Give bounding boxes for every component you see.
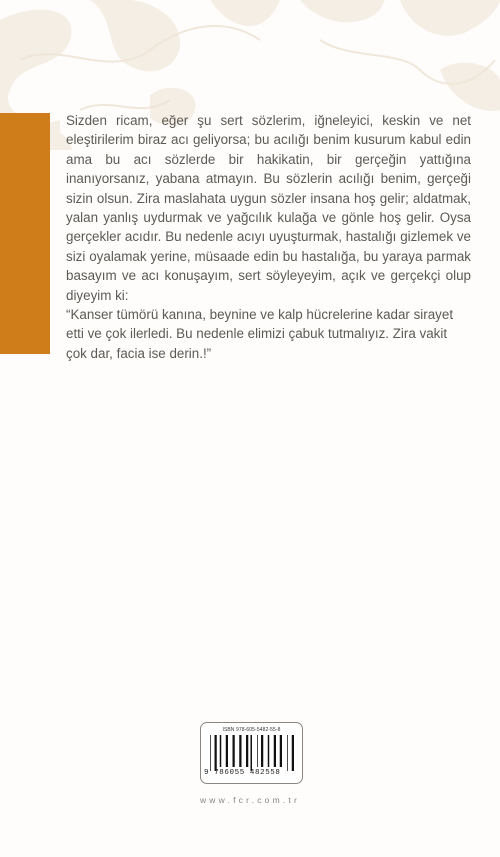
barcode-bar <box>292 735 294 771</box>
barcode-bar <box>210 735 211 771</box>
barcode-bar <box>220 735 222 767</box>
barcode-bar <box>251 735 253 771</box>
barcode-bar <box>239 735 241 767</box>
barcode-bars <box>210 735 294 771</box>
barcode-bar <box>226 735 228 767</box>
barcode-bar <box>268 735 270 767</box>
barcode-bar <box>274 735 276 767</box>
barcode-bar <box>261 735 263 767</box>
back-cover-text <box>66 111 471 363</box>
isbn-barcode <box>200 722 303 784</box>
barcode-bar <box>280 735 282 767</box>
publisher-website: www.fcr.com.tr <box>199 795 301 805</box>
barcode-bar <box>246 735 248 767</box>
main-paragraph: Sizden ricam, eğer şu sert sözlerim, iğneleyici, keskin ve net eleştirilerim biraz acı geliyorsa; bu acılığı benim kusurum kabul edin ama bu acı sözlerde bir hakikatin, bir gerçeğin yattığına inanıyorsanız, yabana atmayın. Bu sözlerin acılığı benim, gerçeği sizin olsun. Zira maslahata uygun sözler insana hoş gelir; aldatmak, yalan yanlış uydurmak ve yağcılık kulağa ve gönle hoş gelir. Oysa gerçekler acıdır. Bu nedenle acıyı uyuşturmak, hastalığı gizlemek ve sizi oyalamak yerine, müsaade edin bu hastalığa, bu yaraya parmak basayım ve acı konuşayım, sert söyleyeyim, açık ve gerçekçi olup diyeyim ki: <box>66 113 471 303</box>
barcode-bar <box>215 735 217 771</box>
barcode-bar <box>287 735 288 771</box>
barcode-bar <box>233 735 235 767</box>
barcode-digits: 9 786055 482558 <box>204 769 281 777</box>
accent-band <box>0 113 50 354</box>
quote-paragraph: “Kanser tümörü kanına, beynine ve kalp hücrelerine kadar sirayet etti ve çok ilerledi. Bu nedenle elimizi çabuk tutmalıyız. Zira vakit çok dar, facia ise derin.!” <box>66 307 454 361</box>
barcode-bar <box>257 735 258 767</box>
isbn-label: ISBN 978-605-5482-55-8 <box>222 727 281 733</box>
